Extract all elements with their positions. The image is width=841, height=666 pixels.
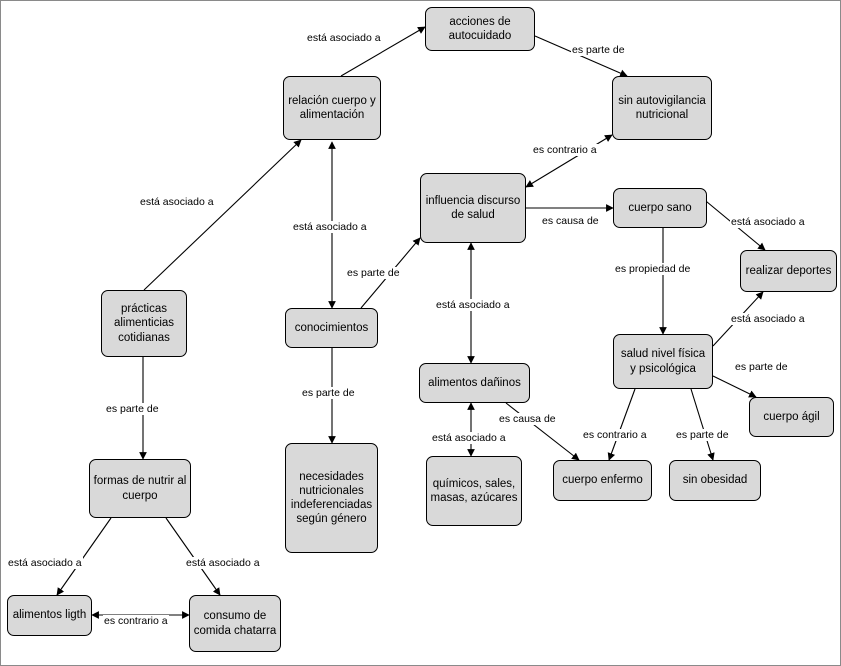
edge-label-saludnivel-deportes: está asociado a (731, 313, 805, 325)
edge-label-saludnivel-cuerpoagil: es parte de (735, 361, 788, 373)
concept-node-cuerpoagil[interactable]: cuerpo ágil (749, 397, 834, 437)
edge-label-influencia-cuerposano: es causa de (542, 215, 599, 227)
concept-node-sinobesidad[interactable]: sin obesidad (669, 460, 761, 501)
concept-node-cuerposano[interactable]: cuerpo sano (613, 188, 707, 228)
concept-node-alimentosdan[interactable]: alimentos dañinos (419, 363, 530, 403)
concept-node-chatarra[interactable]: consumo de comida chatarra (189, 595, 281, 652)
edge-label-cuerposano-saludnivel: es propiedad de (615, 263, 691, 275)
edge-saludnivel-cuerpoagil (713, 376, 756, 397)
concept-node-practicas[interactable]: prácticas alimenticias cotidianas (101, 290, 187, 357)
edge-label-influencia-sinvigilancia: es contrario a (533, 144, 597, 156)
concept-node-saludnivel[interactable]: salud nivel física y psicológica (613, 334, 713, 389)
edge-influencia-sinvigilancia (526, 135, 612, 187)
edge-label-practicas-formas: es parte de (106, 403, 159, 415)
concept-node-deportes[interactable]: realizar deportes (740, 250, 837, 292)
concept-node-sinvigilancia[interactable]: sin autovigilancia nutricional (612, 76, 712, 140)
edge-label-relacion-acciones: está asociado a (307, 32, 381, 44)
edge-saludnivel-cuerpoenfermo (609, 389, 635, 460)
concept-node-necesidades[interactable]: necesidades nutricionales indeferenciadas según género (285, 443, 378, 553)
edge-label-influencia-alimentosdan: está asociado a (436, 299, 510, 311)
edge-label-conocimientos-influencia: es parte de (347, 267, 400, 279)
concept-node-cuerpoenfermo[interactable]: cuerpo enfermo (553, 460, 652, 501)
edge-label-formas-chatarra: está asociado a (186, 557, 260, 569)
concept-node-formas[interactable]: formas de nutrir al cuerpo (89, 459, 191, 518)
edge-label-practicas-relacion: está asociado a (140, 196, 214, 208)
edge-saludnivel-sinobesidad (691, 389, 713, 460)
concept-node-influencia[interactable]: influencia discurso de salud (420, 173, 526, 243)
edge-label-alimentosdan-quimicos: está asociado a (432, 432, 506, 444)
concept-node-ligth[interactable]: alimentos ligth (7, 595, 92, 636)
edge-label-conocimientos-necesidades: es parte de (302, 387, 355, 399)
edge-label-formas-ligth: está asociado a (8, 557, 82, 569)
edge-alimentos-cuerpoenfermo (506, 403, 579, 460)
edge-label-cuerposano-deportes: está asociado a (731, 216, 805, 228)
edge-label-alimentosdan-cuerpoenfermo: es causa de (499, 413, 556, 425)
edge-label-saludnivel-cuerpoenfermo: es contrario a (583, 429, 647, 441)
edge-label-ligth-chatarra: es contrario a (104, 615, 168, 627)
concept-node-quimicos[interactable]: químicos, sales, masas, azúcares (426, 456, 522, 526)
edge-label-saludnivel-sinobesidad: es parte de (676, 429, 729, 441)
concept-node-acciones[interactable]: acciones de autocuidado (425, 7, 535, 51)
edge-label-conocimientos-relacion: está asociado a (293, 221, 367, 233)
edge-label-acciones-sinvigilancia: es parte de (572, 44, 625, 56)
edge-practicas-relacion (144, 140, 301, 290)
concept-node-conocimientos[interactable]: conocimientos (285, 308, 378, 348)
concept-node-relacion[interactable]: relación cuerpo y alimentación (283, 76, 381, 140)
edge-acciones-sinvigilancia (535, 36, 627, 76)
